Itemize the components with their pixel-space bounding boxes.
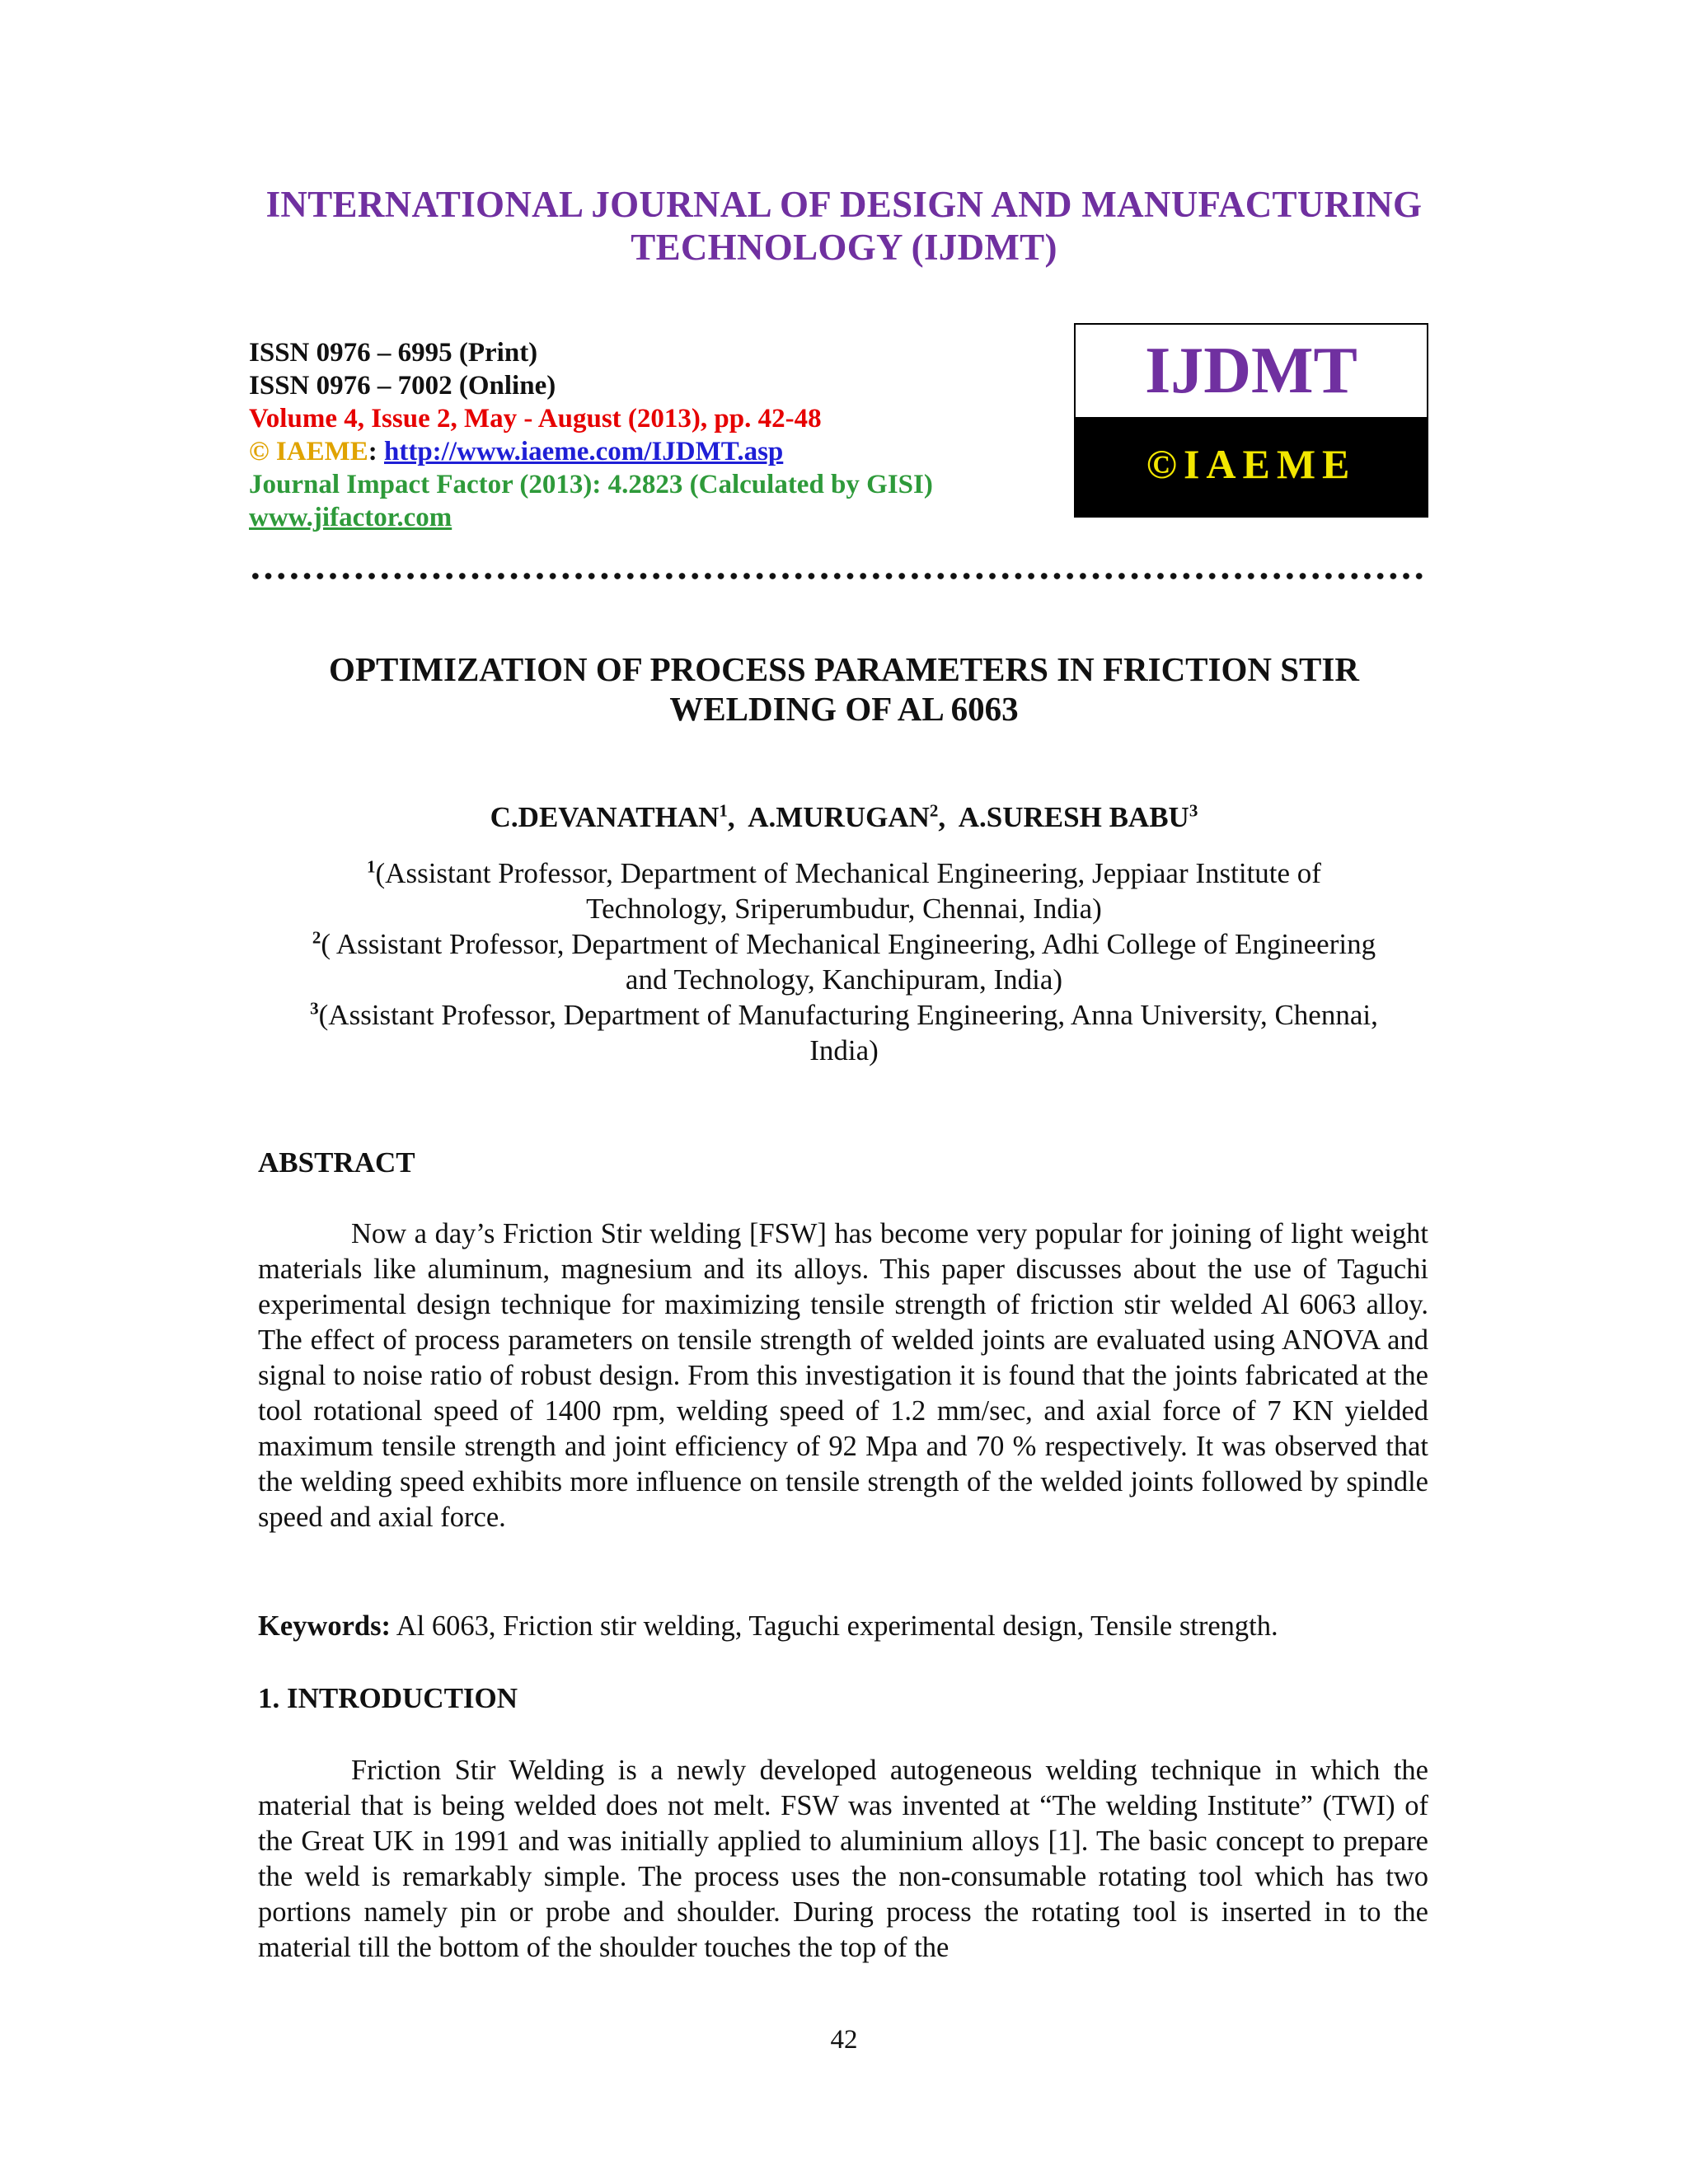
affiliation-sup: 3 [310, 998, 319, 1019]
affiliation-3 [247, 997, 1441, 1033]
paper-title-line1: OPTIMIZATION OF PROCESS PARAMETERS IN FRICTION STIR [329, 650, 1359, 688]
author-sup: 3 [1189, 800, 1198, 821]
iaeme-copyright: © IAEME [249, 437, 368, 466]
keywords [258, 1609, 1428, 1644]
author-name: A.SURESH BABU [958, 801, 1189, 833]
affiliations [247, 855, 1441, 1068]
keywords-text: Al 6063, Friction stir welding, Taguchi experimental design, Tensile strength. [390, 1610, 1278, 1642]
publication-meta [249, 336, 1040, 534]
introduction-text: Friction Stir Welding is a newly developed autogeneous welding technique in which the material that is being welded does not melt. FSW was invented at “The welding Institute” (TWI) of the Great UK in 1991 and was initially applied to aluminium alloys [1]. The basic concept to prepare the weld is remarkably simple. The process uses the non-consumable rotating tool which has two portions namely pin or probe and shoulder. During process the rotating tool is inserted in to the material till the bottom of the shoulder touches the top of the [258, 1755, 1428, 1963]
paper-title [0, 649, 1688, 729]
impact-factor: Journal Impact Factor (2013): 4.2823 (Calculated by GISI) [249, 470, 933, 499]
jifactor-link[interactable]: www.jifactor.com [249, 503, 452, 532]
abstract-text: Now a day’s Friction Stir welding [FSW] has become very popular for joining of light weight materials like aluminum, magnesium and its alloys. This paper discusses about the use of Taguchi experimental design technique for maximizing tensile strength of friction stir welded Al 6063 alloy. The effect of process parameters on tensile strength of welded joints are evaluated using ANOVA and signal to noise ratio of robust design. From this investigation it is found that the joints fabricated at the tool rotational speed of 1400 rpm, welding speed of 1.2 mm/sec, and axial force of 7 KN yielded maximum tensile strength and joint efficiency of 92 Mpa and 70 % respectively. It was observed that the welding speed exhibits more influence on tensile strength of the welded joints followed by spindle speed and axial force. [258, 1218, 1428, 1533]
affiliation-2-cont: and Technology, Kanchipuram, India) [625, 963, 1063, 996]
url-colon: : [368, 437, 384, 466]
journal-title-line2: TECHNOLOGY (IJDMT) [631, 227, 1057, 268]
affiliation-1 [247, 855, 1441, 891]
journal-title [0, 183, 1688, 269]
author-list: C.DEVANATHAN$^1$, A.MURUGAN$^2$, A.SURESH BABU$^3$ [490, 800, 1198, 833]
volume-info: Volume 4, Issue 2, May - August (2013), pp. 42-48 [249, 404, 822, 434]
affiliation-2 [247, 926, 1441, 962]
author-name: C.DEVANATHAN [490, 801, 720, 833]
page-number: 42 [830, 2025, 858, 2055]
logo-ijdmt-text: IJDMT [1145, 335, 1357, 407]
affiliation-line: ( Assistant Professor, Department of Mechanical Engineering, Adhi College of Engineering [321, 928, 1376, 960]
issn-print: ISSN 0976 – 6995 (Print) [249, 338, 538, 368]
affiliation-1-cont: Technology, Sriperumbudur, Chennai, India) [586, 893, 1102, 925]
journal-title-line1: INTERNATIONAL JOURNAL OF DESIGN AND MANUFACTURING [265, 184, 1423, 225]
abstract-heading: ABSTRACT [258, 1146, 415, 1179]
iaeme-url-line [249, 435, 1040, 468]
introduction-heading: 1. INTRODUCTION [258, 1682, 518, 1714]
iaeme-url-link[interactable]: http://www.iaeme.com/IJDMT.asp [384, 437, 784, 466]
ijdmt-logo [1074, 323, 1428, 518]
affiliation-line: (Assistant Professor, Department of Manufacturing Engineering, Anna University, Chennai, [318, 999, 1378, 1031]
keywords-label: Keywords: [258, 1610, 391, 1642]
author-name: A.MURUGAN [748, 801, 930, 833]
paper-title-line2: WELDING OF AL 6063 [669, 690, 1019, 728]
affiliation-sup: 1 [367, 856, 376, 877]
dotted-divider [249, 571, 1428, 581]
logo-iaeme-text: ©IAEME [1076, 417, 1427, 518]
issn-online: ISSN 0976 – 7002 (Online) [249, 371, 556, 401]
affiliation-sup: 2 [312, 927, 321, 948]
author-sup: 1 [719, 800, 728, 821]
affiliation-line: (Assistant Professor, Department of Mechanical Engineering, Jeppiaar Institute of [375, 857, 1321, 889]
author-sup: 2 [929, 800, 939, 821]
affiliation-3-cont: India) [809, 1034, 879, 1066]
